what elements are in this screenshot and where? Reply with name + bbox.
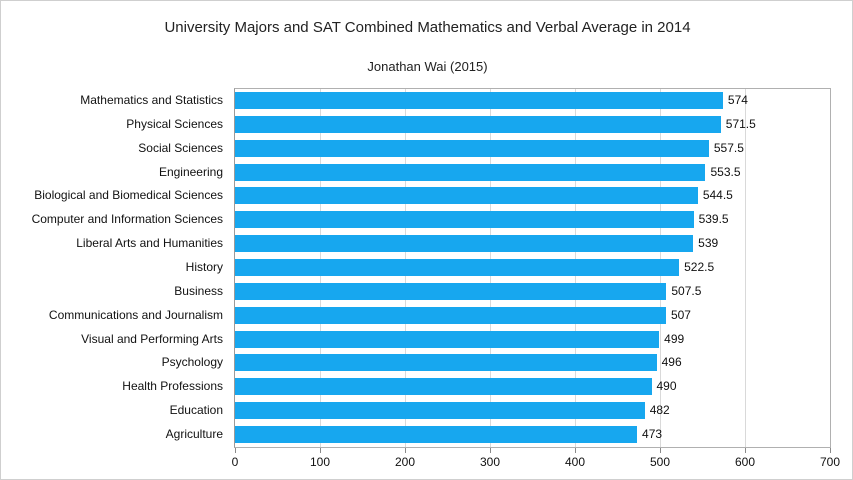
y-axis-tick-label: Business [174,283,223,298]
y-axis-tick-label: Mathematics and Statistics [80,92,223,107]
bar [235,259,679,276]
plot-area [234,88,831,448]
bar [235,187,698,204]
bar-row [235,113,830,137]
gridline [830,89,831,447]
bar [235,402,645,419]
x-axis-tick-label: 700 [819,455,841,469]
bar-series [235,89,830,447]
x-axis-tick-mark [320,448,321,453]
bar-value-label: 507.5 [671,283,702,298]
y-axis-tick-label: Computer and Information Sciences [31,212,223,227]
y-axis-tick-label: Visual and Performing Arts [81,331,223,346]
bar [235,164,705,181]
bar-row [235,399,830,423]
chart-title: University Majors and SAT Combined Mathematics and Verbal Average in 2014 [164,19,691,36]
x-axis-tick-label: 0 [231,455,239,469]
y-axis-labels [1,88,229,448]
bar [235,331,659,348]
bar-value-label: 544.5 [702,188,733,203]
bar-row [235,232,830,256]
bar [235,140,709,157]
x-axis-tick-label: 600 [734,455,756,469]
bar-value-label: 482 [649,403,670,418]
x-axis [231,448,841,476]
bar-value-label: 539.5 [698,212,729,227]
bar [235,235,693,252]
y-axis-tick-label: Engineering [158,164,223,179]
bar-value-label: 496 [661,355,682,370]
bar [235,378,652,395]
y-axis-tick-label: Psychology [161,355,223,370]
x-axis-tick-mark [575,448,576,453]
bar-row [235,256,830,280]
bar-value-label: 507 [670,307,691,322]
bar-row [235,89,830,113]
bar-value-label: 553.5 [710,164,741,179]
x-axis-tick-label: 500 [649,455,671,469]
bar [235,426,637,443]
bar-row [235,208,830,232]
y-axis-tick-label: Biological and Biomedical Sciences [34,188,223,203]
x-axis-tick-mark [405,448,406,453]
y-axis-tick-label: Agriculture [165,427,223,442]
y-axis-tick-label: Communications and Journalism [48,307,223,322]
bar-row [235,280,830,304]
y-axis-tick-label: Health Professions [122,379,223,394]
y-axis-tick-label: Liberal Arts and Humanities [76,236,223,251]
bar [235,116,721,133]
bar-row [235,304,830,328]
x-axis-tick-label: 400 [564,455,586,469]
bar-row [235,423,830,447]
bar [235,211,694,228]
bar-row [235,137,830,161]
x-axis-tick-mark [490,448,491,453]
y-axis-tick-label: Physical Sciences [126,116,223,131]
x-axis-tick-label: 100 [309,455,331,469]
bar-row [235,161,830,185]
x-axis-tick-mark [660,448,661,453]
bar-row [235,184,830,208]
x-axis-tick-mark [235,448,236,453]
bar-value-label: 574 [727,92,748,107]
bar-value-label: 571.5 [725,116,756,131]
chart-subtitle: Jonathan Wai (2015) [367,59,488,74]
bar [235,307,666,324]
bar-value-label: 557.5 [713,140,744,155]
bar-value-label: 490 [656,379,677,394]
bar-row [235,351,830,375]
x-axis-tick-mark [830,448,831,453]
bar-row [235,375,830,399]
bar [235,354,657,371]
y-axis-tick-label: Social Sciences [138,140,223,155]
x-axis-tick-label: 200 [394,455,416,469]
x-axis-tick-label: 300 [479,455,501,469]
y-axis-tick-label: History [185,260,223,274]
y-axis-tick-label: Education [169,403,223,418]
x-axis-tick-mark [745,448,746,453]
bar [235,283,666,300]
bar-row [235,328,830,352]
bar-value-label: 499 [664,331,685,346]
bar [235,92,723,109]
bar-value-label: 539 [698,236,719,251]
bar-value-label: 522.5 [684,260,715,274]
bar-value-label: 473 [642,427,663,442]
